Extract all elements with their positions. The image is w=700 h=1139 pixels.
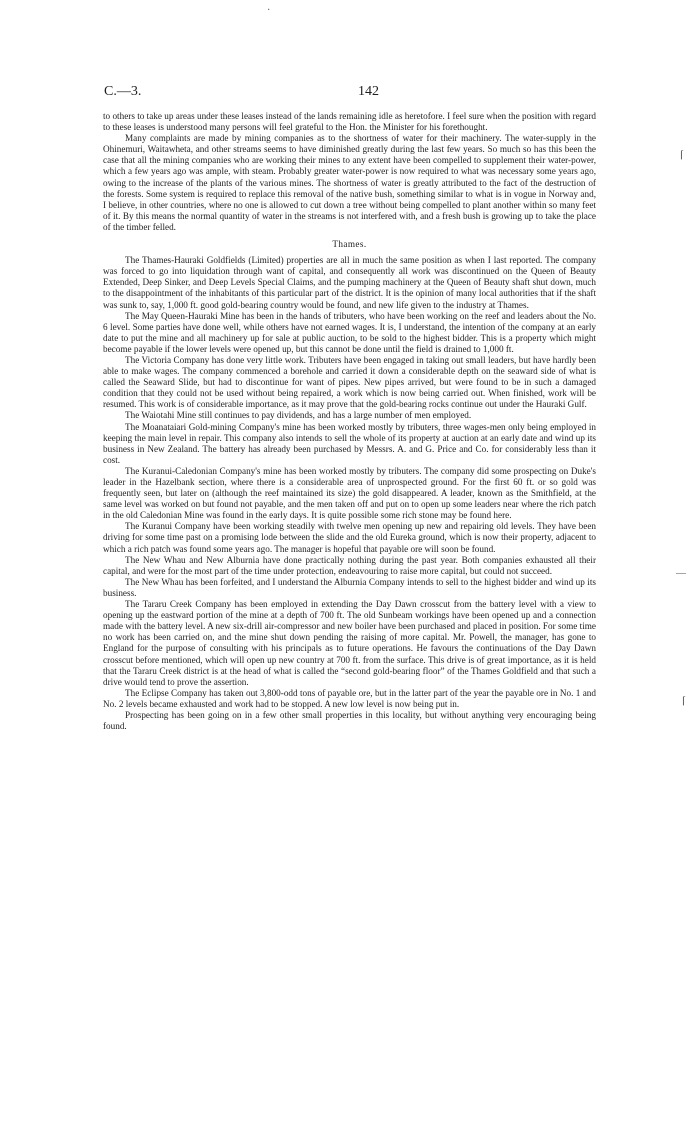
paragraph-water-supply: Many complaints are made by mining companies as to the shortness of water for their machinery. The water-supply in the Ohinemuri, Waitawheta, and other streams seems to have diminished greatly during the last few years. So much so has this been the case that all the mining companies who are working their mines to any extent have been compelled to supplement their water-power, which a few years ago was ample, with steam. Probably greater water-power is now required to what was necessary some years ago, owing to the increase of the plants of the various mines. The shortness of water is greatly attributed to the fact of the destruction of the forests. Some system is required to replace this removal of the native bush, something similar to what is in vogue in Norway and, I believe, in other countries, where no one is allowed to cut down a tree without being compelled to plant another within so many feet of it. By this means the normal quantity of water in the streams is not interfered with, and a fresh bush is growing up to take the place of the timber felled. [103, 133, 596, 232]
paragraph-may-queen: The May Queen-Hauraki Mine has been in the hands of tributers, who have been working on the reef and leaders about the No. 6 level. Some parties have done well, while others have not earned wages. It is, I understand, the intention of the company at an early date to put the mine and all machinery up for sale at public auction, to be sold to the highest bidder. This is a property which might become payable if the lower levels were opened up, but this cannot be done until the field is drained to 1,000 ft. [103, 310, 596, 354]
scan-mark-right-1: ⌈ [680, 150, 684, 161]
paragraph-new-whau-alburnia: The New Whau and New Alburnia have done practically nothing during the past year. Both companies exhausted all their capital, and were for the most part of the time under protection, endeavouring to raise more capital, but could not succeed. [103, 554, 596, 576]
page-header [0, 84, 700, 104]
document-reference: C.—3. [104, 84, 142, 99]
paragraph-waiotahi: The Waiotahi Mine still continues to pay dividends, and has a large number of men employed. [125, 410, 472, 421]
section-heading-thames: Thames. [332, 239, 367, 250]
paragraph-eclipse: The Eclipse Company has taken out 3,800-odd tons of payable ore, but in the latter part of the year the payable ore in No. 1 and No. 2 levels became exhausted and work had to be stopped. A new low level is now being put in. [103, 687, 596, 709]
paragraph-new-whau-forfeited: The New Whau has been forfeited, and I understand the Alburnia Company intends to sell to the highest bidder and wind up its business. [103, 576, 596, 598]
paragraph-prospecting: Prospecting has been going on in a few other small properties in this locality, but without anything very encouraging being found. [103, 709, 596, 732]
page-body [103, 111, 596, 732]
scan-tick-top: ․ [267, 2, 271, 13]
page-number: 142 [358, 84, 379, 99]
paragraph-thames-hauraki: The Thames-Hauraki Goldfields (Limited) properties are all in much the same position as when I last reported. The company was forced to go into liquidation through want of capital, and consequently all work was discontinued on the Queen of Beauty Extended, Deep Sinker, and Deep Levels Special Claims, and the pumping machinery at the Queen of Beauty shaft shut down, much to the disappointment of the inhabitants of this particular part of the district. It is the opinion of many local authorities that if the shaft was sunk to, say, 1,000 ft. good gold-bearing country would be found, and new life given to the industry at Thames. [103, 255, 596, 310]
paragraph-kuranui: The Kuranui Company have been working steadily with twelve men opening up new and repairing old levels. They have been driving for some time past on a promising lode between the slide and the old Eureka ground, which is now their property, adjacent to which a rich patch was found some years ago. The manager is hopeful that payable ore will soon be found. [103, 521, 596, 554]
paragraph-kuranui-caledonian: The Kuranui-Caledonian Company's mine has been worked mostly by tributers. The company did some prospecting on Duke's leader in the Hazelbank section, where there is a considerable area of unprospected ground. For the first 60 ft. or so gold was frequently seen, but later on (although the reef maintained its size) the gold disappeared. A leader, known as the Smithfield, at the same level was worked on but found not payable, and the men taken off and put on to open up some leaders near where the rich patch in the old Caledonian Mine was found in the early days. It is quite possible some rich stone may be found here. [103, 465, 596, 521]
scan-mark-right-2: — [676, 568, 686, 579]
paragraph-victoria: The Victoria Company has done very little work. Tributers have been engaged in taking out small leaders, but have hardly been able to make wages. The company commenced a borehole and carried it down a considerable depth on the seaward side of what is called the Seaward Slide, but had to discontinue for want of pipes. New pipes arrived, but were found to be in such a damaged condition that they could not be used without being repaired, a work which is now being carried out. When finished, work will be resumed. This work is of considerable importance, as it may prove that the gold-bearing rocks continue out under the Hauraki Gulf. [103, 354, 596, 410]
paragraph-tararu-creek: The Tararu Creek Company has been employed in extending the Day Dawn crosscut from the battery level with a view to opening up the eastward portion of the mine at a depth of 700 ft. The old Sunbeam workings have been opened up and a connection made with the battery level. A new six-drill air-compressor and new boiler have been purchased and placed in position. For some time no work has been carried on, and the mine shut down pending the raising of more capital. Mr. Powell, the manager, has gone to England for the purpose of consulting with his principals as to future operations. He favours the continuations of the Day Dawn crosscut before mentioned, which will open up new country at 700 ft. from the surface. This drive is of great importance, as it is held that the Tararu Creek district is at the head of what is called the “second gold-bearing floor” of the Thames Goldfield and that such a drive would tend to prove the assertion. [103, 599, 596, 687]
scan-mark-right-3: ⌈ [682, 696, 686, 707]
paragraph-moanataiari: The Moanataiari Gold-mining Company's mine has been worked mostly by tributers, three wages-men only being employed in keeping the main level in repair. This company also intends to sell the whole of its property at auction at an early date and wind up its business in New Zealand. The battery has already been purchased by Messrs. A. and G. Price and Co. for considerably less than it cost. [103, 421, 596, 465]
paragraph-continuation: to others to take up areas under these leases instead of the lands remaining idle as heretofore. I feel sure when the position with regard to these leases is understood many persons will feel grateful to the Hon. the Minister for his forethought. [103, 111, 596, 133]
